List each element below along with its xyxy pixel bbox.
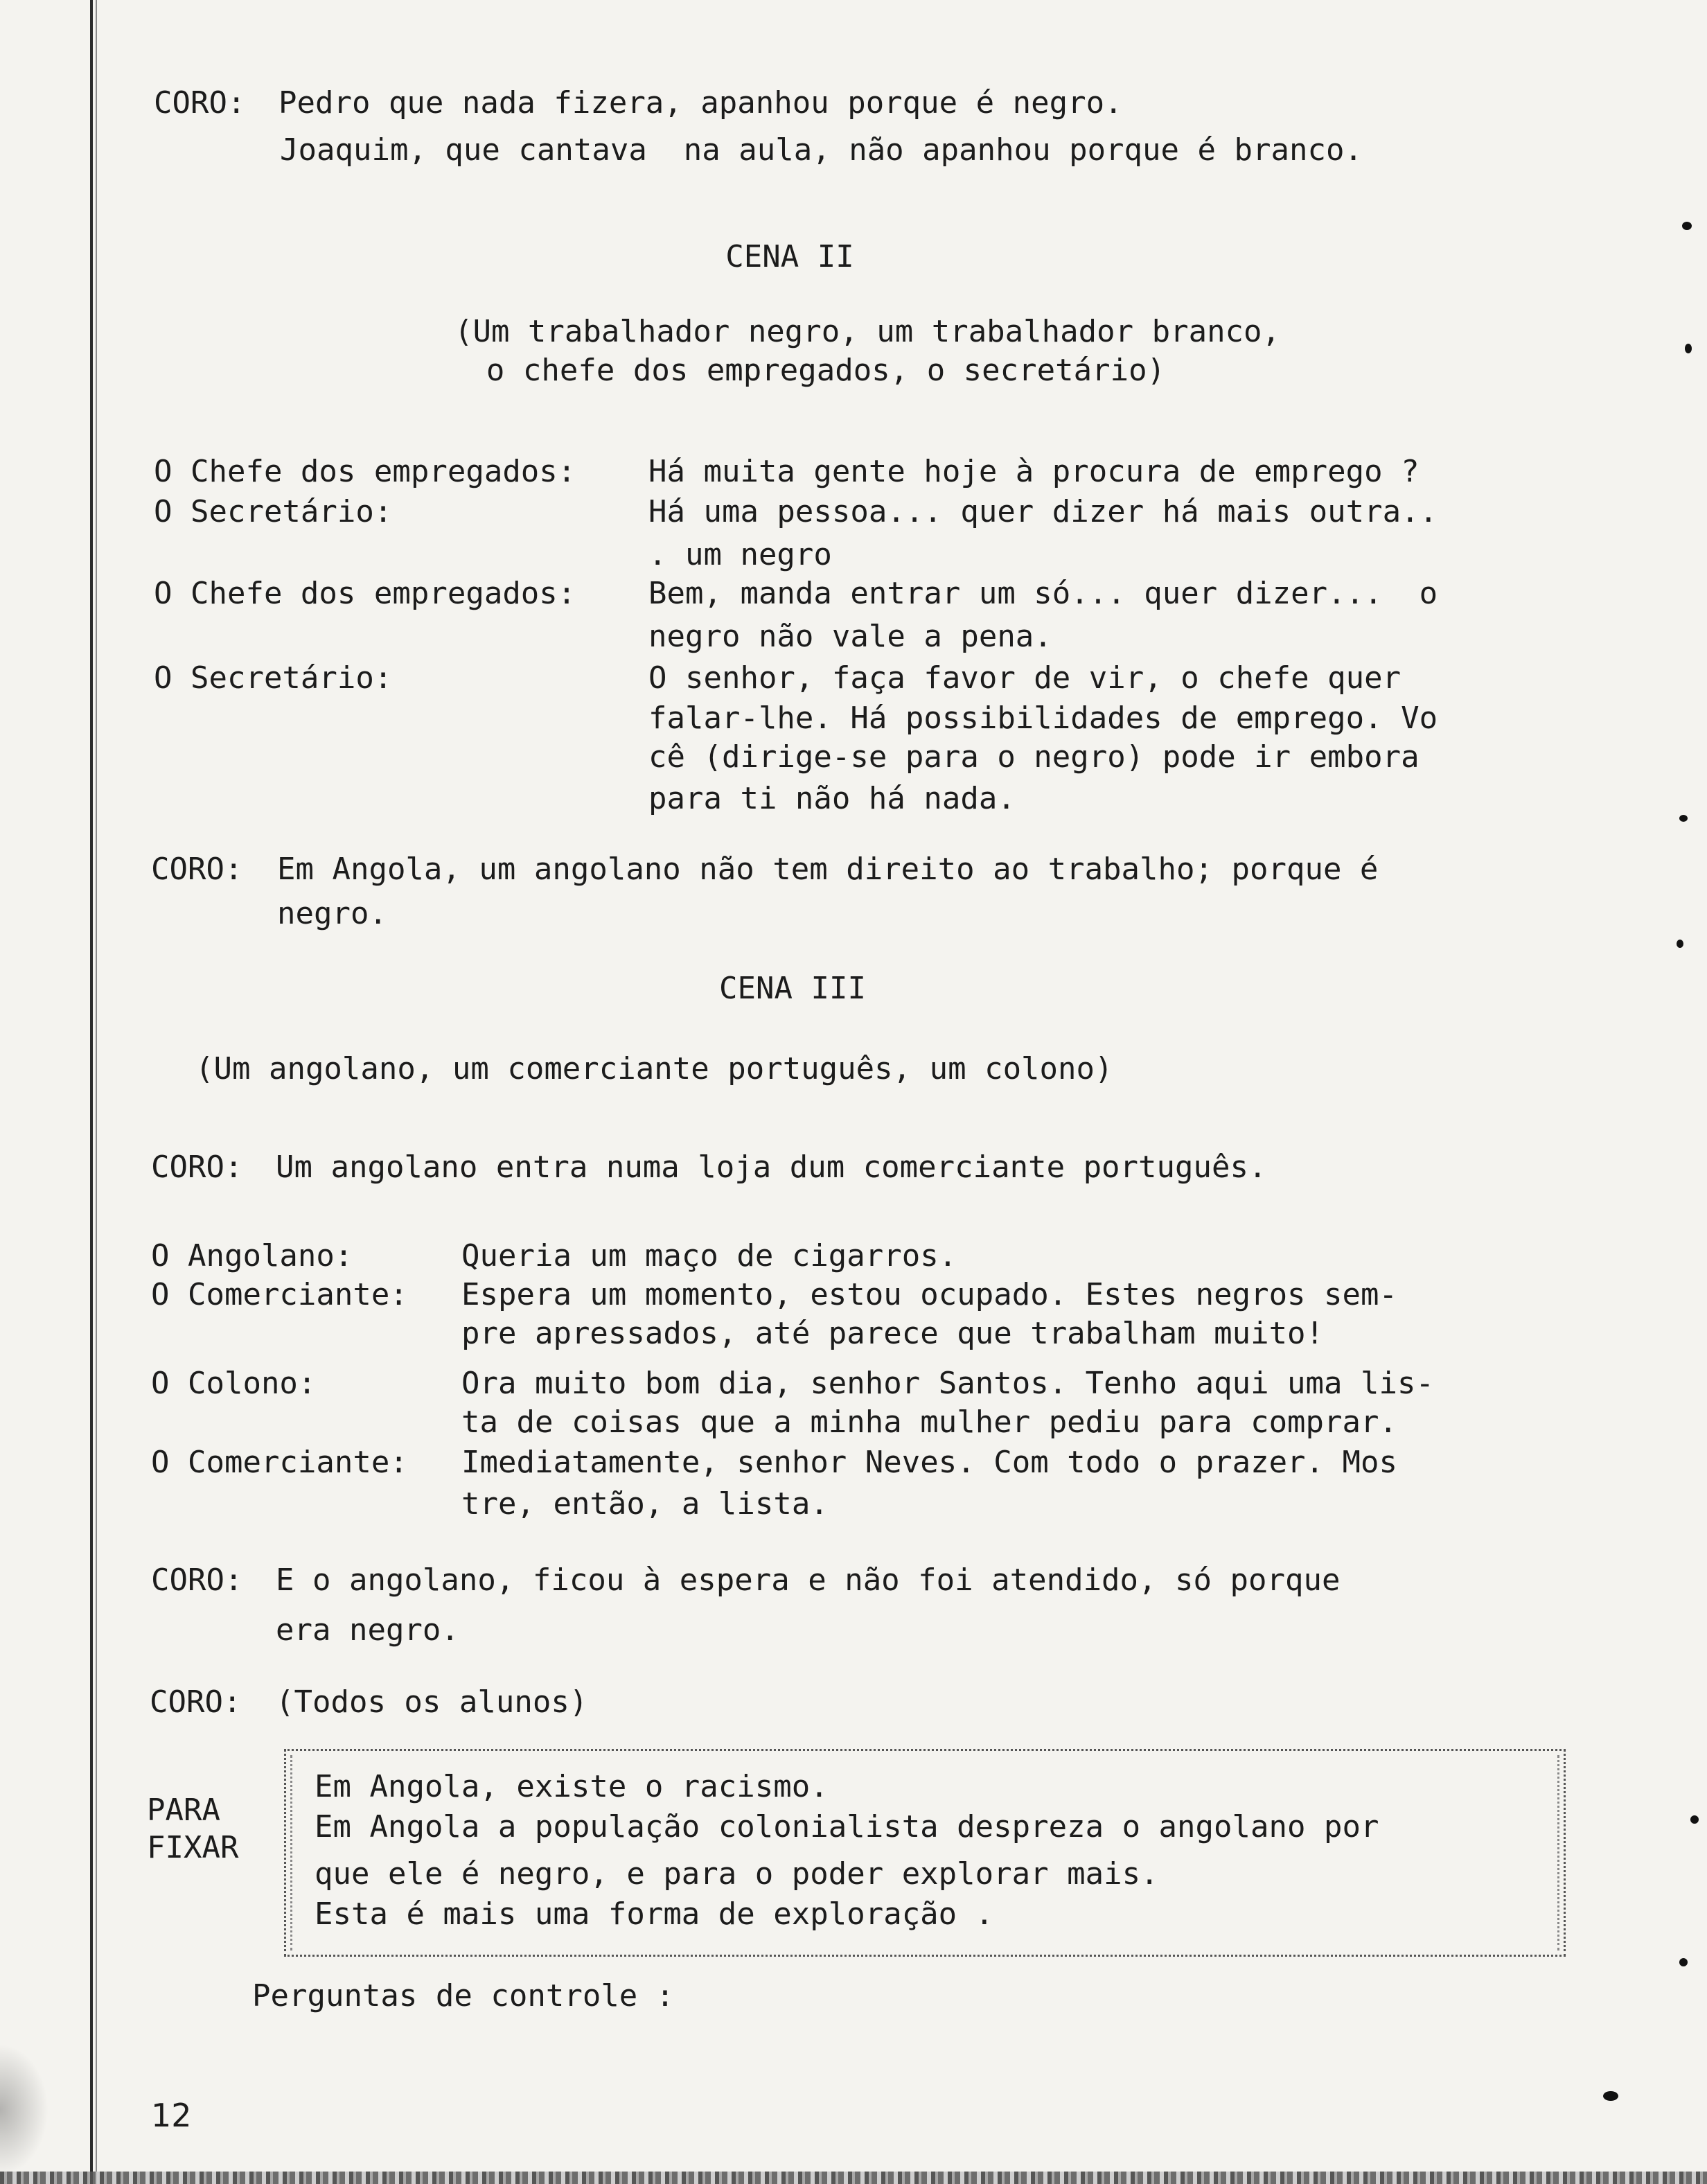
chorus-speaker: CORO: bbox=[150, 1684, 242, 1720]
dialogue-line: negro não vale a pena. bbox=[648, 619, 1052, 654]
dialogue-line: Espera um momento, estou ocupado. Estes negros sem- bbox=[461, 1277, 1398, 1312]
cast-list: (Um angolano, um comerciante português, um colono) bbox=[195, 1051, 1113, 1086]
page-number: 12 bbox=[151, 2097, 192, 2134]
scan-smudge bbox=[0, 2044, 48, 2176]
page-left-border-shadow bbox=[96, 0, 97, 2184]
questions-heading: Perguntas de controle : bbox=[252, 1978, 675, 2014]
chorus-line: Em Angola, um angolano não tem direito ao trabalho; porque é bbox=[277, 852, 1379, 887]
fixar-line: Em Angola, existe o racismo. bbox=[315, 1769, 829, 1804]
speaker: O Angolano: bbox=[151, 1238, 353, 1274]
chorus-line: Joaquim, que cantava na aula, não apanhou porque é branco. bbox=[280, 132, 1363, 168]
speaker: O Secretário: bbox=[154, 660, 393, 696]
fixar-label: PARA bbox=[147, 1793, 220, 1828]
cast-list: (Um trabalhador negro, um trabalhador branco, bbox=[454, 314, 1281, 349]
chorus-line: era negro. bbox=[276, 1612, 459, 1648]
scan-speck bbox=[1677, 940, 1683, 948]
dialogue-line: tre, então, a lista. bbox=[461, 1486, 829, 1522]
dialogue-line: O senhor, faça favor de vir, o chefe quer bbox=[648, 660, 1401, 696]
dialogue-line: ta de coisas que a minha mulher pediu para comprar. bbox=[461, 1404, 1398, 1440]
scan-speck bbox=[1690, 1815, 1699, 1824]
speaker: O Colono: bbox=[151, 1366, 317, 1401]
scan-speck bbox=[1682, 222, 1692, 230]
scan-speck bbox=[1679, 815, 1688, 822]
speaker: O Secretário: bbox=[154, 494, 393, 529]
speaker: O Chefe dos empregados: bbox=[154, 576, 576, 611]
cast-list: o chefe dos empregados, o secretário) bbox=[486, 353, 1166, 388]
page-left-border bbox=[90, 0, 93, 2184]
dialogue-line: cê (dirige-se para o negro) pode ir embora bbox=[648, 739, 1419, 775]
scan-speck bbox=[1685, 344, 1692, 353]
dialogue-line: Bem, manda entrar um só... quer dizer... o bbox=[648, 576, 1438, 611]
dialogue-line: Há uma pessoa... quer dizer há mais outra.. bbox=[648, 494, 1438, 529]
chorus-speaker: CORO: bbox=[151, 1150, 243, 1185]
speaker: O Comerciante: bbox=[151, 1445, 408, 1480]
fixar-label: FIXAR bbox=[147, 1830, 239, 1865]
fixar-line: Esta é mais uma forma de exploração . bbox=[315, 1896, 994, 1932]
dialogue-line: Ora muito bom dia, senhor Santos. Tenho aqui uma lis- bbox=[461, 1366, 1434, 1401]
scene-title: CENA II bbox=[725, 239, 854, 274]
stage-direction: (Todos os alunos) bbox=[276, 1684, 588, 1720]
dialogue-line: Queria um maço de cigarros. bbox=[461, 1238, 957, 1274]
chorus-speaker: CORO: bbox=[154, 85, 246, 121]
chorus-line: E o angolano, ficou à espera e não foi atendido, só porque bbox=[276, 1562, 1341, 1598]
scan-speck bbox=[1679, 1958, 1688, 1966]
chorus-speaker: CORO: bbox=[151, 1562, 243, 1598]
scan-speck bbox=[1603, 2091, 1618, 2101]
dialogue-line: falar-lhe. Há possibilidades de emprego. Vo bbox=[648, 701, 1438, 736]
dialogue-line: pre apressados, até parece que trabalham muito! bbox=[461, 1316, 1325, 1351]
chorus-line: Um angolano entra numa loja dum comerciante português. bbox=[276, 1150, 1267, 1185]
dialogue-line: Há muita gente hoje à procura de emprego ? bbox=[648, 454, 1419, 489]
chorus-speaker: CORO: bbox=[151, 852, 243, 887]
dialogue-line: Imediatamente, senhor Neves. Com todo o prazer. Mos bbox=[461, 1445, 1398, 1480]
chorus-line: Pedro que nada fizera, apanhou porque é negro. bbox=[278, 85, 1123, 121]
fixar-line: que ele é negro, e para o poder explorar mais. bbox=[315, 1856, 1159, 1892]
speaker: O Comerciante: bbox=[151, 1277, 408, 1312]
scene-title: CENA III bbox=[719, 971, 866, 1006]
dialogue-line: . um negro bbox=[648, 537, 832, 572]
speaker: O Chefe dos empregados: bbox=[154, 454, 576, 489]
chorus-line: negro. bbox=[277, 896, 387, 931]
fixar-line: Em Angola a população colonialista despreza o angolano por bbox=[315, 1809, 1379, 1844]
scan-bottom-edge bbox=[0, 2172, 1707, 2184]
dialogue-line: para ti não há nada. bbox=[648, 781, 1016, 816]
